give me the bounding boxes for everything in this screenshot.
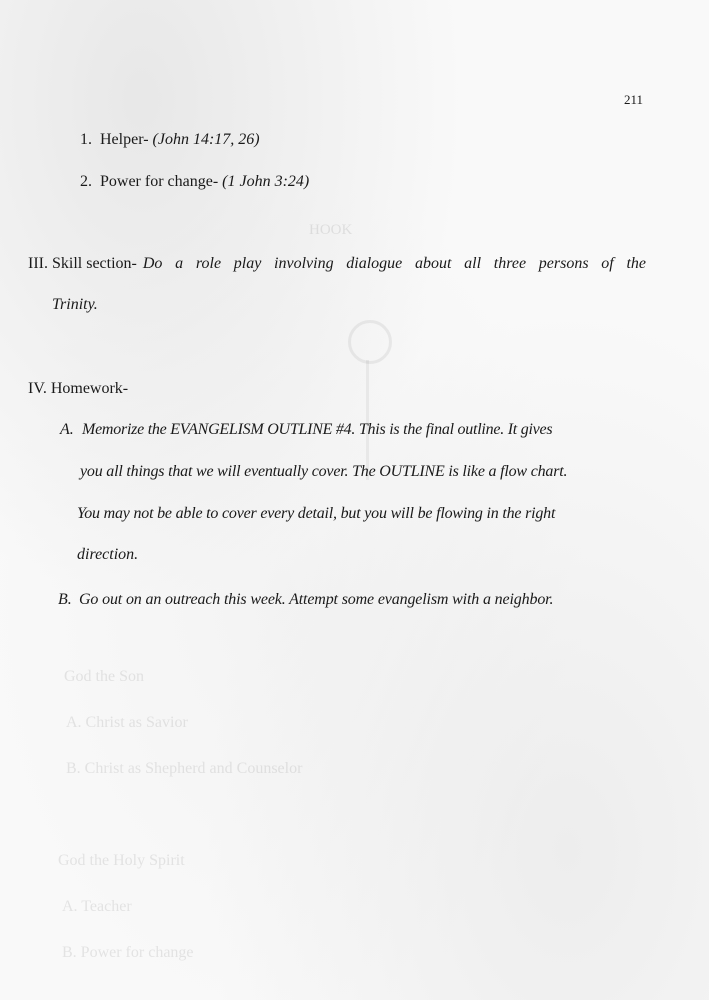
bleed-through-christ-savior: A. Christ as Savior	[66, 714, 188, 731]
skill-section-heading	[28, 255, 646, 273]
list-item-label: Helper-	[100, 131, 149, 148]
homework-item-a-line4: direction.	[77, 546, 139, 563]
homework-item-a-line3: You may not be able to cover every detail, but you will be flowing in the right	[77, 505, 556, 522]
list-item-number: 1.	[80, 131, 92, 148]
homework-item-a-line2: you all things that we will eventually cover. The OUTLINE is like a flow chart.	[80, 463, 568, 480]
list-item	[80, 173, 309, 191]
list-item-number: 2.	[80, 173, 92, 190]
homework-item-a-marker: A.	[60, 421, 74, 438]
bleed-through-holy-spirit: God the Holy Spirit	[58, 852, 185, 869]
scripture-reference: (1 John 3:24)	[222, 173, 310, 190]
bleed-through-power-change: B. Power for change	[62, 944, 194, 961]
homework-item-b-text: Go out on an outreach this week. Attempt some evangelism with a neighbor.	[79, 591, 554, 608]
skill-section-label: III. Skill section-	[28, 255, 137, 272]
scripture-reference: (John 14:17, 26)	[152, 131, 260, 148]
list-item	[80, 131, 260, 149]
bleed-through-stem	[366, 360, 369, 480]
homework-heading: IV. Homework-	[28, 380, 129, 397]
skill-section-text: Do a role play involving dialogue about all three persons of the	[142, 255, 646, 272]
skill-section-text-continued: Trinity.	[52, 296, 98, 313]
bleed-through-circle-icon	[348, 320, 392, 364]
page-number: 211	[624, 92, 644, 107]
bleed-through-hook: HOOK	[309, 222, 353, 238]
bleed-through-teacher: A. Teacher	[62, 898, 132, 915]
list-item-label: Power for change-	[100, 173, 219, 190]
homework-item-b-marker: B.	[58, 591, 72, 608]
bleed-through-god-son: God the Son	[64, 668, 144, 685]
bleed-through-christ-shepherd: B. Christ as Shepherd and Counselor	[66, 760, 303, 777]
homework-item-a-line1: Memorize the EVANGELISM OUTLINE #4. This is the final outline. It gives	[82, 421, 553, 438]
